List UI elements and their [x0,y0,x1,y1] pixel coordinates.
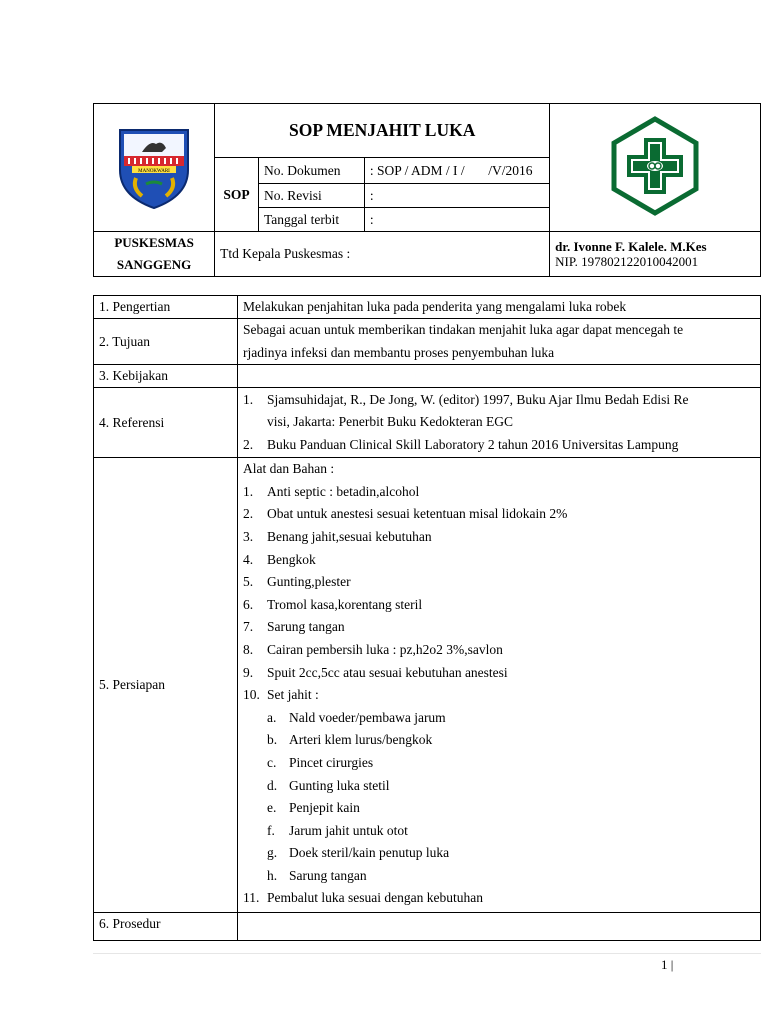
set-jahit-item: c. Pincet cirurgies [267,754,374,770]
field-label-revisi: No. Revisi [258,184,364,208]
referensi-item: visi, Jakarta: Penerbit Buku Kedokteran EGC [267,414,513,430]
list-referensi [238,388,761,458]
row-kebijakan [94,365,761,388]
persiapan-item: 6. Tromol kasa,korentang steril [243,596,423,612]
row-referensi [94,388,761,458]
persiapan-item: 7. Sarung tangan [243,619,345,635]
text-kebijakan [238,365,761,388]
label-prosedur: 6. Prosedur [94,913,238,941]
tujuan-line: rjadinya infeksi dan membantu proses penyembuhan luka [243,344,555,360]
field-value-revisi: : [364,184,549,208]
text-tujuan [238,319,761,365]
persiapan-item: 9. Spuit 2cc,5cc atau sesuai kebutuhan anestesi [243,664,508,680]
sop-label: SOP [215,158,259,232]
set-jahit-item: h. Sarung tangan [267,867,367,883]
persiapan-item: 4. Bengkok [243,551,316,567]
persiapan-item: 10. Set jahit : [243,687,319,703]
row-persiapan [94,458,761,913]
persiapan-item: 1. Anti septic : betadin,alcohol [243,483,420,499]
label-referensi: 4. Referensi [94,388,238,458]
head-name: dr. Ivonne F. Kalele. M.Kes [555,239,707,254]
set-jahit-item: e. Penjepit kain [267,800,360,816]
puskesmas-logo-icon [605,116,705,216]
set-jahit-item: a. Nald voeder/pembawa jarum [267,709,446,725]
list-persiapan [238,458,761,913]
tujuan-line: Sebagai acuan untuk memberikan tindakan menjahit luka agar dapat mencegah te [243,322,684,337]
set-jahit-item: g. Doek steril/kain penutup luka [267,845,450,861]
content-table [93,295,761,941]
persiapan-item: 8. Cairan pembersih luka : pz,h2o2 3%,savlon [243,641,503,657]
field-value-terbit: : [364,208,549,232]
text-prosedur [238,913,761,941]
row-prosedur [94,913,761,941]
org-name-line2: SANGGENG [116,257,192,272]
emblem-text: MANOKWARI [138,168,170,174]
label-pengertian: 1. Pengertian [94,296,238,319]
text-pengertian: Melakukan penjahitan luka pada penderita yang mengalami luka robek [238,296,761,319]
set-jahit-item: f. Jarum jahit untuk otot [267,822,408,838]
label-kebijakan: 3. Kebijakan [94,365,238,388]
set-jahit-item: d. Gunting luka stetil [267,777,390,793]
head-info-cell [550,232,761,277]
persiapan-item: 2. Obat untuk anestesi sesuai ketentuan misal lidokain 2% [243,506,568,522]
field-value-dokumen: : SOP / ADM / I / /V/2016 [364,158,549,184]
org-name-line1: PUSKESMAS [114,235,194,250]
footer-divider [93,953,761,954]
referensi-item: 2. Buku Panduan Clinical Skill Laboratory 2 tahun 2016 Universitas Lampung [243,436,679,452]
left-logo-cell [94,104,215,232]
persiapan-heading: Alat dan Bahan : [243,461,335,477]
page-number: 1 | [661,957,674,972]
persiapan-item: 5. Gunting,plester [243,574,351,590]
document-title: SOP MENJAHIT LUKA [215,104,550,158]
set-jahit-item: b. Arteri klem lurus/bengkok [267,732,433,748]
persiapan-item: 3. Benang jahit,sesuai kebutuhan [243,528,432,544]
right-logo-cell [550,104,761,232]
persiapan-item: 11. Pembalut luka sesuai dengan kebutuhan [243,890,483,906]
org-name-cell [94,232,215,277]
referensi-item: 1. Sjamsuhidajat, R., De Jong, W. (editor) 1997, Buku Ajar Ilmu Bedah Edisi Re [243,391,689,407]
header-table [93,103,761,277]
field-label-terbit: Tanggal terbit [258,208,364,232]
label-persiapan: 5. Persiapan [94,458,238,913]
signature-label: Ttd Kepala Puskesmas : [215,232,550,277]
set-jahit-sublist [243,707,755,888]
row-tujuan [94,319,761,365]
head-nip: NIP. 197802122010042001 [555,254,699,269]
label-tujuan: 2. Tujuan [94,319,238,365]
field-label-dokumen: No. Dokumen [258,158,364,184]
regency-emblem-icon [106,118,202,214]
row-pengertian [94,296,761,319]
